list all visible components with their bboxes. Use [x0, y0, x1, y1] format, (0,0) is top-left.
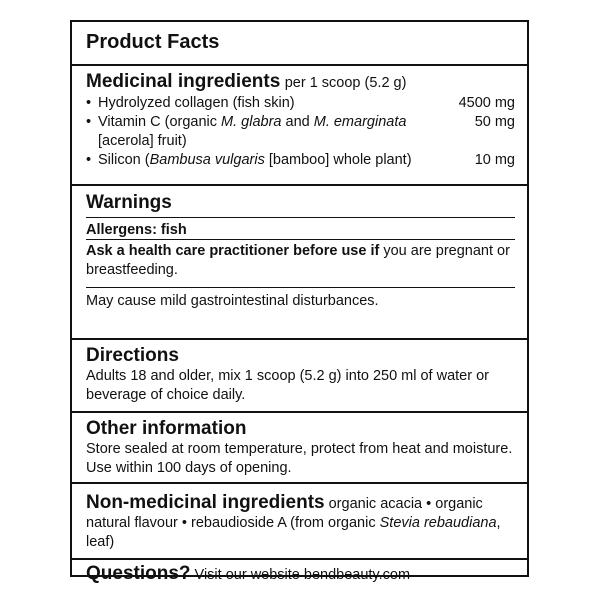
- warnings-section: [72, 184, 527, 338]
- directions-text: Adults 18 and older, mix 1 scoop (5.2 g) into 250 ml of water or beverage of choice daily.: [86, 368, 489, 403]
- ingredient-amount: 4500 mg: [458, 95, 515, 111]
- panel-title: Product Facts: [86, 31, 220, 53]
- side-effects-note: May cause mild gastrointestinal disturbances.: [86, 287, 515, 311]
- warnings-heading: Warnings: [86, 192, 172, 213]
- ask-practitioner-note: Ask a health care practitioner before use if you are pregnant or breastfeeding.: [86, 239, 515, 287]
- questions-section: [72, 558, 527, 584]
- questions-heading: Questions?: [86, 563, 191, 584]
- serving-size: per 1 scoop (5.2 g): [284, 75, 407, 91]
- ingredient-amount: 10 mg: [474, 152, 515, 168]
- product-facts-panel: [70, 20, 529, 584]
- website-text: Visit our website bendbeauty.com: [190, 567, 411, 583]
- questions-text: [86, 560, 515, 585]
- ingredient-row: • Silicon (Bambusa vulgaris [bamboo] whole plant) 10 mg: [86, 152, 515, 168]
- non-medicinal-heading: Non-medicinal ingredients: [86, 492, 325, 513]
- medicinal-heading: Medicinal ingredients: [86, 71, 281, 92]
- medicinal-section: [72, 64, 527, 184]
- other-info-text: Store sealed at room temperature, protect from heat and moisture. Use within 100 days of opening.: [86, 441, 513, 476]
- ingredient-row: • Hydrolyzed collagen (fish skin) 4500 mg: [86, 95, 515, 111]
- ingredient-amount: 50 mg: [474, 114, 515, 130]
- other-info-heading: Other information: [86, 418, 247, 439]
- directions-section: [72, 338, 527, 411]
- medicinal-header: [86, 66, 515, 93]
- other-info-section: [72, 411, 527, 482]
- title-section: [72, 22, 527, 64]
- non-medicinal-section: [72, 482, 527, 558]
- directions-heading: Directions: [86, 345, 179, 366]
- ingredient-row: • Vitamin C (organic M. glabra and M. emarginata [acerola] fruit) 50 mg: [86, 114, 515, 149]
- non-medicinal-text: Non-medicinal ingredients organic acacia • organic natural flavour • rebaudioside A (from organic Stevia rebaudiana, leaf): [86, 492, 501, 550]
- allergens-line: Allergens: fish: [86, 217, 515, 239]
